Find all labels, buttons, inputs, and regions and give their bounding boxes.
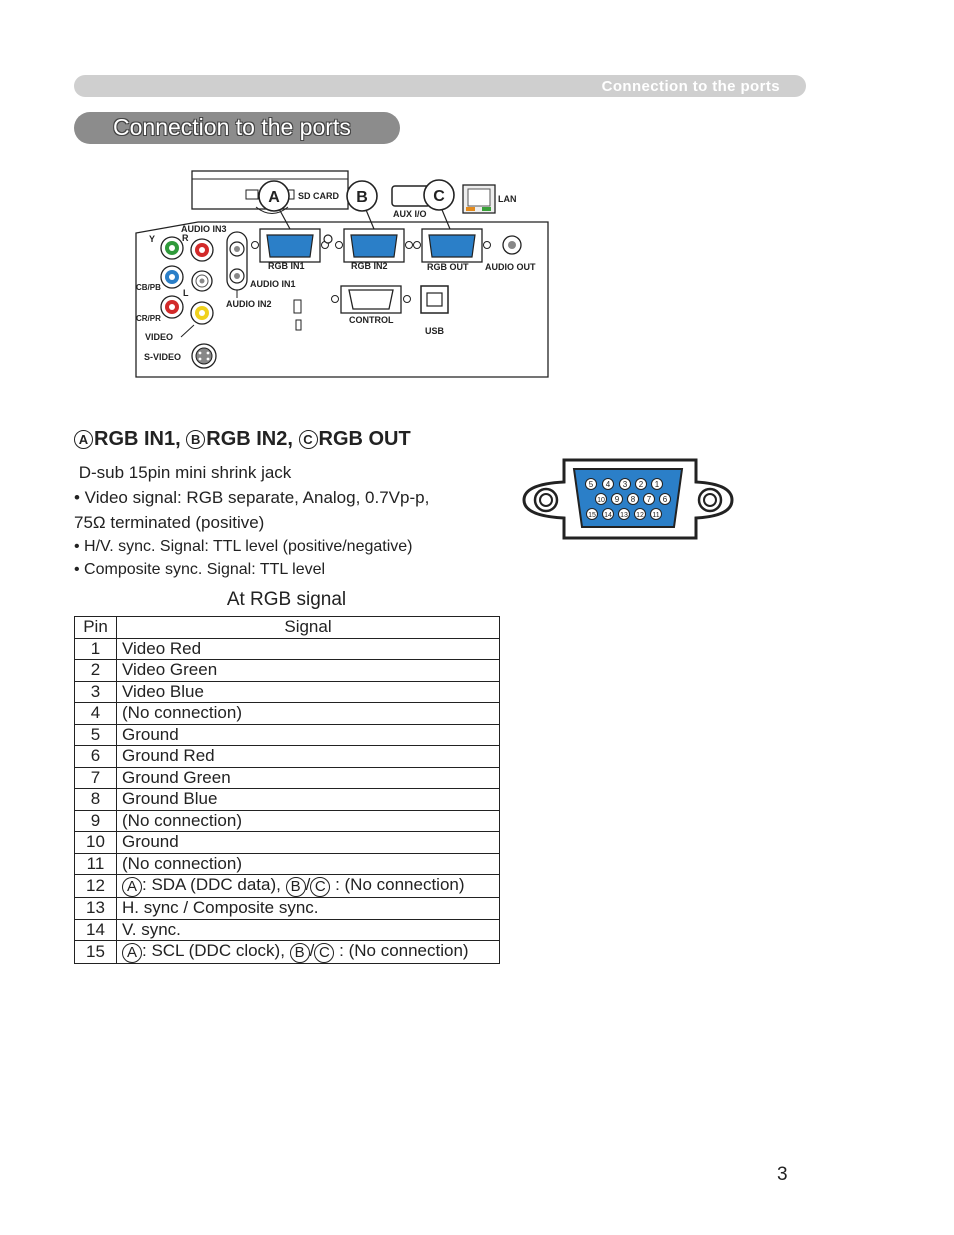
audio-in3-label: AUDIO IN3 <box>181 224 227 234</box>
sd-card-label: SD CARD <box>298 191 340 201</box>
pin-column-header: Pin <box>75 617 117 639</box>
rgb-in1-port <box>267 235 313 257</box>
signal-a-text: : SCL (DDC clock), <box>142 941 290 960</box>
pin-number: 14 <box>75 919 117 941</box>
pin-signal: Ground <box>117 724 500 746</box>
audio-in2-label: AUDIO IN2 <box>226 299 272 309</box>
description-line: D-sub 15pin mini shrink jack <box>74 463 292 482</box>
audio-in2-jack <box>230 269 244 283</box>
cr-pr-label: CR/PR <box>136 314 161 323</box>
section-heading <box>74 428 411 451</box>
signal-bc-text: : (No connection) <box>330 875 465 894</box>
svg-text:C: C <box>433 188 445 205</box>
marker-a-icon <box>259 181 289 211</box>
table-row <box>75 638 500 660</box>
audio-l-jack <box>192 271 212 291</box>
table-caption: At RGB signal <box>226 589 347 610</box>
title-banner <box>74 112 400 144</box>
table-row <box>75 832 500 854</box>
pin-number: 12 <box>75 875 117 898</box>
description-line: • Composite sync. Signal: TTL level <box>74 561 326 578</box>
pin-signal <box>117 941 500 964</box>
svg-text:11: 11 <box>652 512 660 519</box>
y-jack <box>161 237 183 259</box>
table-row <box>75 746 500 768</box>
svg-text:14: 14 <box>604 512 612 519</box>
s-video-label: S-VIDEO <box>144 352 182 362</box>
pin-number: 4 <box>75 703 117 725</box>
pin-signal: (No connection) <box>117 703 500 725</box>
dsub15-connector-diagram <box>520 456 736 542</box>
aux-io-label: AUX I/O <box>393 209 427 219</box>
video-label: VIDEO <box>145 332 174 342</box>
slash-separator: / <box>305 875 311 894</box>
pin-signal: Ground Green <box>117 767 500 789</box>
audio-in1-jack <box>230 242 244 256</box>
pin-number: 3 <box>75 681 117 703</box>
table-header-row <box>75 617 500 639</box>
control-label: CONTROL <box>349 315 394 325</box>
pin-number: 5 <box>75 724 117 746</box>
signal-column-header: Signal <box>117 617 500 639</box>
svg-text:7: 7 <box>646 495 652 504</box>
table-row <box>75 853 500 875</box>
pin-signal: Ground Red <box>117 746 500 768</box>
svg-text:4: 4 <box>605 480 611 489</box>
pin-number: 11 <box>75 853 117 875</box>
audio-r-jack <box>191 239 213 261</box>
description-line: 75Ω terminated (positive) <box>74 513 265 532</box>
s-video-jack <box>192 344 216 368</box>
heading-rgb-in2: RGB IN2, <box>206 428 299 450</box>
rear-panel-diagram <box>130 165 552 383</box>
pin-signal: (No connection) <box>117 853 500 875</box>
heading-rgb-in1: RGB IN1, <box>94 428 187 450</box>
marker-c-icon: C <box>314 943 334 963</box>
l-label: L <box>183 288 189 298</box>
table-row <box>75 724 500 746</box>
table-row <box>75 681 500 703</box>
svg-text:9: 9 <box>614 495 620 504</box>
pin-number: 8 <box>75 789 117 811</box>
cb-pb-jack <box>161 266 183 288</box>
header-section-title: Connection to the ports <box>601 78 780 95</box>
table-row <box>75 941 500 964</box>
svg-text:8: 8 <box>630 495 636 504</box>
pin-number: 2 <box>75 660 117 682</box>
description-line: • H/V. sync. Signal: TTL level (positive/negative) <box>74 538 413 555</box>
rgb-out-label: RGB OUT <box>427 262 469 272</box>
marker-b-icon: B <box>186 430 205 449</box>
svg-text:3: 3 <box>622 480 628 489</box>
pin-number: 1 <box>75 638 117 660</box>
marker-c-icon <box>424 180 454 210</box>
page-number: 3 <box>777 1164 788 1185</box>
cb-pb-label: CB/PB <box>136 283 161 292</box>
heading-rgb-out: RGB OUT <box>318 428 411 450</box>
table-row <box>75 919 500 941</box>
svg-text:10: 10 <box>597 497 605 504</box>
table-row <box>75 810 500 832</box>
pin-number: 9 <box>75 810 117 832</box>
table-row <box>75 660 500 682</box>
pin-signal: Ground Blue <box>117 789 500 811</box>
pin-number: 10 <box>75 832 117 854</box>
description-line: • Video signal: RGB separate, Analog, 0.7Vp-p, <box>74 488 430 507</box>
marker-a-icon: A <box>122 877 142 897</box>
pin-signal: V. sync. <box>117 919 500 941</box>
svg-text:A: A <box>268 189 280 206</box>
pin-signal <box>117 875 500 898</box>
table-row <box>75 875 500 898</box>
svg-text:1: 1 <box>654 480 660 489</box>
table-row <box>75 789 500 811</box>
svg-text:15: 15 <box>588 512 596 519</box>
pin-signal: H. sync / Composite sync. <box>117 898 500 920</box>
signal-bc-text: : (No connection) <box>334 941 469 960</box>
page-title: Connection to the ports <box>113 114 351 140</box>
pin-signal-table <box>74 616 500 964</box>
svg-text:6: 6 <box>662 495 668 504</box>
pin-signal: (No connection) <box>117 810 500 832</box>
marker-b-icon: B <box>290 943 310 963</box>
pin-signal: Video Blue <box>117 681 500 703</box>
pin-number: 15 <box>75 941 117 964</box>
audio-out-label: AUDIO OUT <box>485 262 536 272</box>
table-row <box>75 767 500 789</box>
slash-separator: / <box>309 941 315 960</box>
rgb-in2-label: RGB IN2 <box>351 261 388 271</box>
video-jack <box>191 302 213 324</box>
marker-c-icon: C <box>299 430 318 449</box>
port-description <box>74 460 514 581</box>
left-screw-icon <box>535 489 557 511</box>
rgb-in1-label: RGB IN1 <box>268 261 305 271</box>
pin-signal: Video Green <box>117 660 500 682</box>
cr-pr-jack <box>161 296 183 318</box>
y-label: Y <box>149 234 156 244</box>
table-row <box>75 898 500 920</box>
marker-b-icon: B <box>286 877 306 897</box>
marker-c-icon: C <box>310 877 330 897</box>
svg-text:12: 12 <box>636 512 644 519</box>
right-screw-icon <box>699 489 721 511</box>
pin-signal: Ground <box>117 832 500 854</box>
marker-a-icon: A <box>74 430 93 449</box>
svg-text:B: B <box>356 189 368 206</box>
svg-text:5: 5 <box>588 480 594 489</box>
svg-text:13: 13 <box>620 512 628 519</box>
svg-text:2: 2 <box>638 480 644 489</box>
header-bar <box>74 75 806 97</box>
usb-label: USB <box>425 326 445 336</box>
audio-in1-label: AUDIO IN1 <box>250 279 296 289</box>
pin-number: 13 <box>75 898 117 920</box>
lan-label: LAN <box>498 194 517 204</box>
table-row <box>75 703 500 725</box>
signal-a-text: : SDA (DDC data), <box>142 875 286 894</box>
audio-out-jack <box>503 236 521 254</box>
r-label: R <box>182 233 189 243</box>
rgb-out-port <box>429 235 475 257</box>
control-port <box>349 290 393 309</box>
marker-a-icon: A <box>122 943 142 963</box>
pin-signal: Video Red <box>117 638 500 660</box>
marker-b-icon <box>347 181 377 211</box>
pin-number: 7 <box>75 767 117 789</box>
pin-number: 6 <box>75 746 117 768</box>
rgb-in2-port <box>351 235 397 257</box>
